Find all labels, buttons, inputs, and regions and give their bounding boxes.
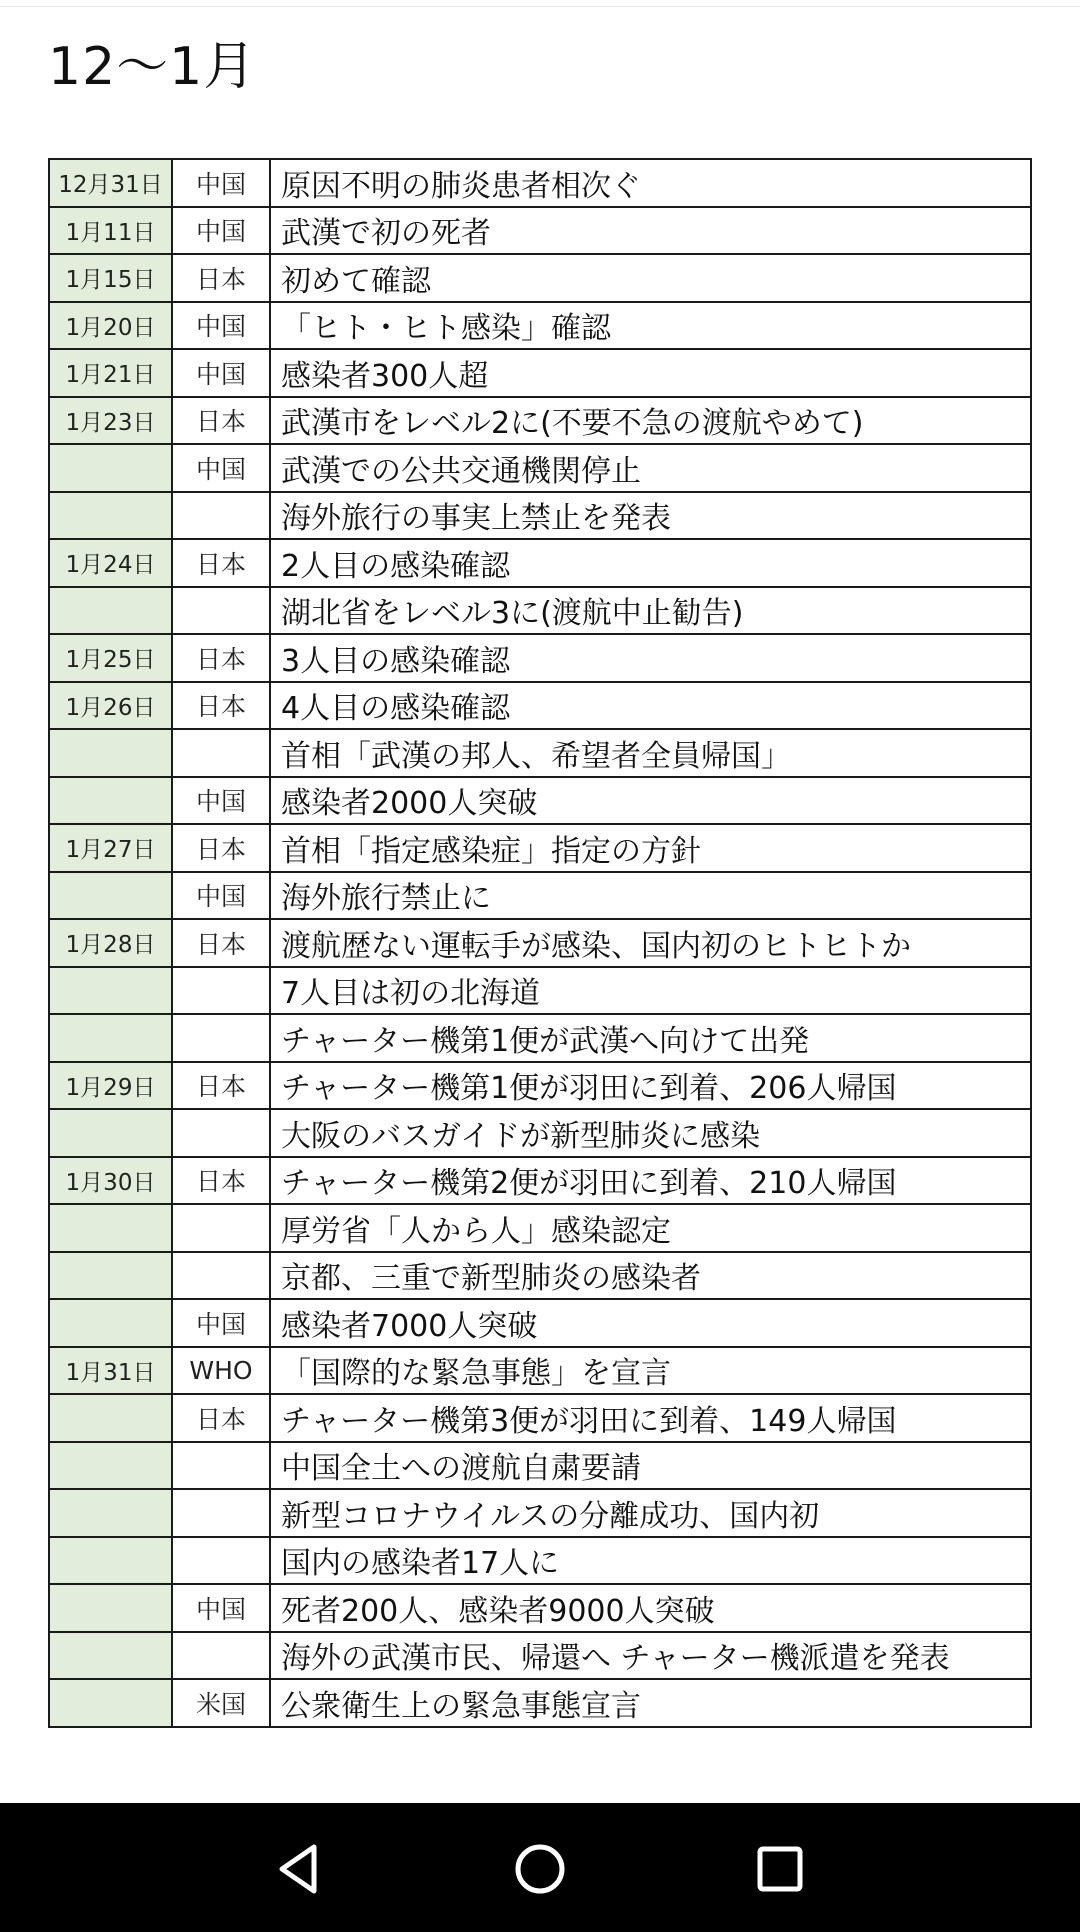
event-cell: 「ヒト・ヒト感染」確認 <box>270 302 1031 350</box>
event-cell: 大阪のバスガイドが新型肺炎に感染 <box>270 1109 1031 1157</box>
country-cell: 中国 <box>172 159 270 207</box>
timeline-table <box>48 158 1032 1728</box>
event-cell: 武漢で初の死者 <box>270 207 1031 255</box>
table-row <box>49 729 1031 777</box>
table-row <box>49 1204 1031 1252</box>
date-cell <box>49 1584 172 1632</box>
country-cell: 日本 <box>172 919 270 967</box>
country-cell <box>172 1014 270 1062</box>
date-cell <box>49 1394 172 1442</box>
date-cell <box>49 1014 172 1062</box>
table-row <box>49 539 1031 587</box>
table-row <box>49 1347 1031 1395</box>
back-button[interactable] <box>270 1839 330 1899</box>
date-cell <box>49 587 172 635</box>
date-cell <box>49 444 172 492</box>
date-cell: 1月27日 <box>49 824 172 872</box>
event-cell: 感染者7000人突破 <box>270 1299 1031 1347</box>
square-recents-icon <box>750 1839 810 1899</box>
table-row <box>49 919 1031 967</box>
event-cell: 武漢市をレベル2に(不要不急の渡航やめて) <box>270 397 1031 445</box>
event-cell: 初めて確認 <box>270 254 1031 302</box>
event-cell: 海外旅行禁止に <box>270 872 1031 920</box>
country-cell: 中国 <box>172 207 270 255</box>
date-cell <box>49 1109 172 1157</box>
top-divider <box>0 6 1080 7</box>
country-cell: 日本 <box>172 1062 270 1110</box>
table-row <box>49 1632 1031 1680</box>
date-cell: 12月31日 <box>49 159 172 207</box>
country-cell: 日本 <box>172 254 270 302</box>
date-cell <box>49 1537 172 1585</box>
table-row <box>49 349 1031 397</box>
event-cell: 7人目は初の北海道 <box>270 967 1031 1015</box>
date-cell <box>49 1442 172 1490</box>
date-cell: 1月11日 <box>49 207 172 255</box>
country-cell <box>172 1489 270 1537</box>
country-cell: 日本 <box>172 1394 270 1442</box>
table-row <box>49 207 1031 255</box>
date-cell <box>49 872 172 920</box>
country-cell: 中国 <box>172 444 270 492</box>
date-cell <box>49 1204 172 1252</box>
date-cell: 1月25日 <box>49 634 172 682</box>
country-cell: WHO <box>172 1347 270 1395</box>
event-cell: 新型コロナウイルスの分離成功、国内初 <box>270 1489 1031 1537</box>
table-row <box>49 872 1031 920</box>
country-cell <box>172 492 270 540</box>
event-cell: 感染者2000人突破 <box>270 777 1031 825</box>
country-cell <box>172 1252 270 1300</box>
table-row <box>49 159 1031 207</box>
country-cell: 日本 <box>172 824 270 872</box>
country-cell: 日本 <box>172 539 270 587</box>
country-cell: 中国 <box>172 302 270 350</box>
event-cell: 首相「指定感染症」指定の方針 <box>270 824 1031 872</box>
table-row <box>49 777 1031 825</box>
event-cell: 首相「武漢の邦人、希望者全員帰国」 <box>270 729 1031 777</box>
table-row <box>49 1679 1031 1727</box>
event-cell: チャーター機第2便が羽田に到着、210人帰国 <box>270 1157 1031 1205</box>
table-row <box>49 492 1031 540</box>
date-cell: 1月31日 <box>49 1347 172 1395</box>
table-row <box>49 1442 1031 1490</box>
table-row <box>49 1299 1031 1347</box>
country-cell <box>172 729 270 777</box>
event-cell: 感染者300人超 <box>270 349 1031 397</box>
date-cell: 1月21日 <box>49 349 172 397</box>
date-cell <box>49 729 172 777</box>
country-cell <box>172 1632 270 1680</box>
table-row <box>49 254 1031 302</box>
table-row <box>49 587 1031 635</box>
country-cell <box>172 1204 270 1252</box>
event-cell: 原因不明の肺炎患者相次ぐ <box>270 159 1031 207</box>
table-row <box>49 1584 1031 1632</box>
event-cell: チャーター機第1便が羽田に到着、206人帰国 <box>270 1062 1031 1110</box>
date-cell: 1月20日 <box>49 302 172 350</box>
country-cell: 日本 <box>172 397 270 445</box>
event-cell: 京都、三重で新型肺炎の感染者 <box>270 1252 1031 1300</box>
country-cell: 中国 <box>172 1584 270 1632</box>
event-cell: 4人目の感染確認 <box>270 682 1031 730</box>
table-row <box>49 1394 1031 1442</box>
date-cell: 1月24日 <box>49 539 172 587</box>
table-row <box>49 1157 1031 1205</box>
event-cell: 中国全土への渡航自粛要請 <box>270 1442 1031 1490</box>
table-row <box>49 1537 1031 1585</box>
event-cell: チャーター機第1便が武漢へ向けて出発 <box>270 1014 1031 1062</box>
event-cell: 2人目の感染確認 <box>270 539 1031 587</box>
country-cell <box>172 1537 270 1585</box>
country-cell: 日本 <box>172 1157 270 1205</box>
table-row <box>49 967 1031 1015</box>
country-cell <box>172 1442 270 1490</box>
date-cell: 1月30日 <box>49 1157 172 1205</box>
country-cell: 日本 <box>172 634 270 682</box>
country-cell: 中国 <box>172 872 270 920</box>
date-cell <box>49 1632 172 1680</box>
date-cell: 1月15日 <box>49 254 172 302</box>
timeline-body <box>49 159 1031 1727</box>
event-cell: チャーター機第3便が羽田に到着、149人帰国 <box>270 1394 1031 1442</box>
country-cell: 中国 <box>172 777 270 825</box>
circle-home-icon <box>510 1839 570 1899</box>
date-cell <box>49 1679 172 1727</box>
event-cell: 渡航歴ない運転手が感染、国内初のヒトヒトか <box>270 919 1031 967</box>
date-cell: 1月28日 <box>49 919 172 967</box>
country-cell <box>172 967 270 1015</box>
date-cell: 1月29日 <box>49 1062 172 1110</box>
table-row <box>49 824 1031 872</box>
event-cell: 海外の武漢市民、帰還へ チャーター機派遣を発表 <box>270 1632 1031 1680</box>
table-row <box>49 1062 1031 1110</box>
event-cell: 湖北省をレベル3に(渡航中止勧告) <box>270 587 1031 635</box>
table-row <box>49 682 1031 730</box>
triangle-back-icon <box>270 1839 330 1899</box>
table-row <box>49 302 1031 350</box>
event-cell: 公衆衛生上の緊急事態宣言 <box>270 1679 1031 1727</box>
recents-button[interactable] <box>750 1839 810 1899</box>
country-cell: 日本 <box>172 682 270 730</box>
table-row <box>49 634 1031 682</box>
country-cell <box>172 1109 270 1157</box>
country-cell: 中国 <box>172 349 270 397</box>
date-cell: 1月26日 <box>49 682 172 730</box>
date-cell <box>49 1252 172 1300</box>
table-row <box>49 1014 1031 1062</box>
country-cell: 米国 <box>172 1679 270 1727</box>
table-row <box>49 1252 1031 1300</box>
table-row <box>49 1109 1031 1157</box>
date-cell: 1月23日 <box>49 397 172 445</box>
home-button[interactable] <box>510 1839 570 1899</box>
event-cell: 死者200人、感染者9000人突破 <box>270 1584 1031 1632</box>
event-cell: 厚労省「人から人」感染認定 <box>270 1204 1031 1252</box>
event-cell: 国内の感染者17人に <box>270 1537 1031 1585</box>
country-cell <box>172 587 270 635</box>
table-row <box>49 444 1031 492</box>
table-row <box>49 397 1031 445</box>
date-cell <box>49 1489 172 1537</box>
event-cell: 海外旅行の事実上禁止を発表 <box>270 492 1031 540</box>
event-cell: 3人目の感染確認 <box>270 634 1031 682</box>
date-cell <box>49 777 172 825</box>
date-cell <box>49 1299 172 1347</box>
system-navigation-bar <box>0 1803 1080 1932</box>
date-cell <box>49 967 172 1015</box>
event-cell: 「国際的な緊急事態」を宣言 <box>270 1347 1031 1395</box>
country-cell: 中国 <box>172 1299 270 1347</box>
table-row <box>49 1489 1031 1537</box>
page-title: 12〜1月 <box>48 37 257 97</box>
event-cell: 武漢での公共交通機関停止 <box>270 444 1031 492</box>
date-cell <box>49 492 172 540</box>
